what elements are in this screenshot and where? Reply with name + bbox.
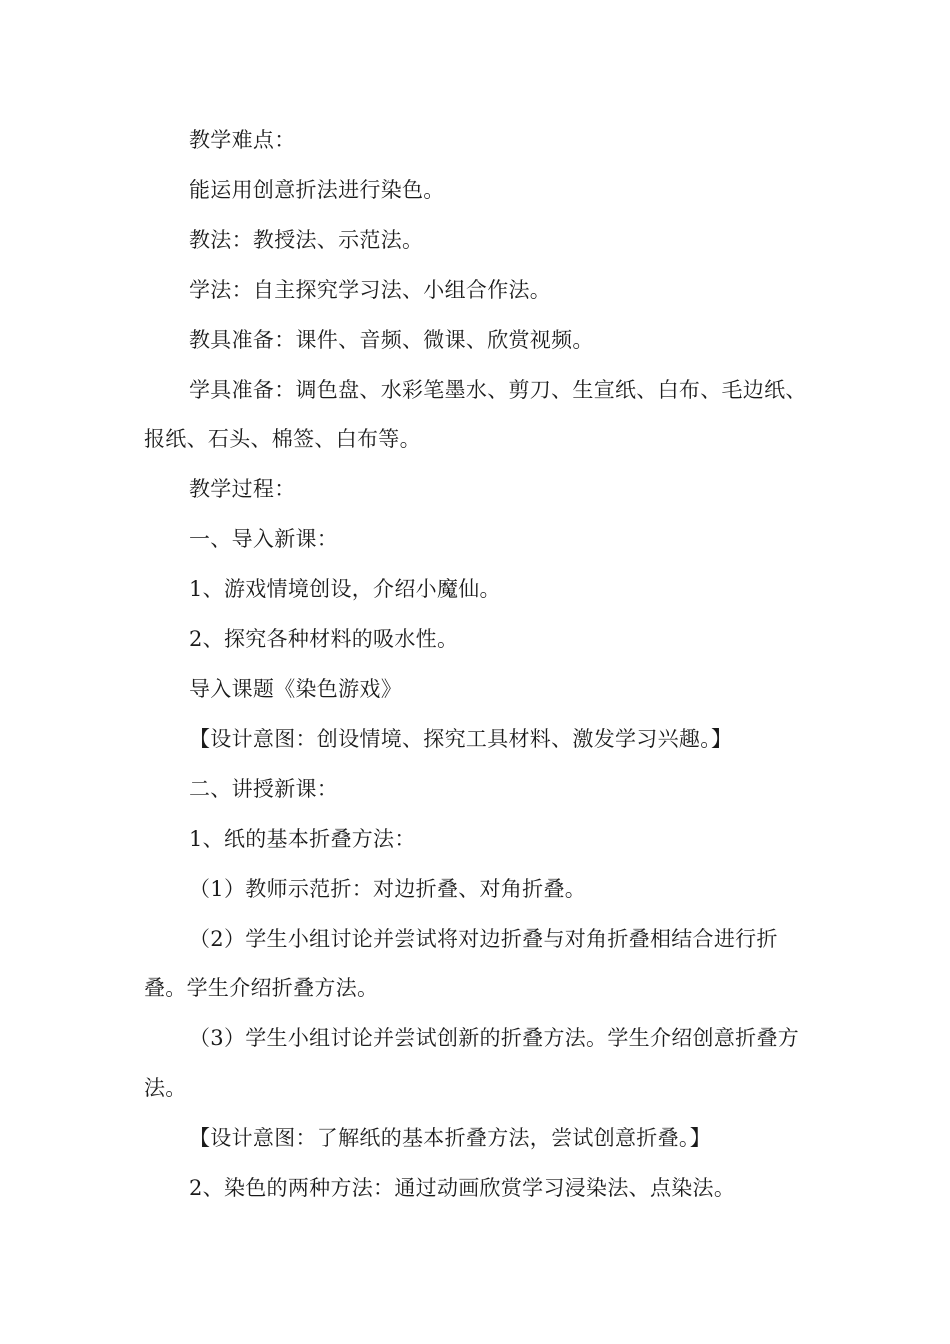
design-intent-1: 【设计意图：创设情境、探究工具材料、激发学习兴趣。】 [189,726,733,751]
section-two-item-2: 2、染色的两种方法：通过动画欣赏学习浸染法、点染法。 [189,1176,736,1201]
folding-step-3: （3）学生小组讨论并尝试创新的折叠方法。学生介绍创意折叠方法。 [144,1026,800,1101]
teaching-method: 教法：教授法、示范法。 [189,227,424,252]
section-one-item-1: 1、游戏情境创设，介绍小魔仙。 [189,577,501,602]
section-one-heading: 一、导入新课： [189,527,339,552]
section-one-item-2: 2、探究各种材料的吸水性。 [189,627,459,652]
folding-step-1: （1）教师示范折：对边折叠、对角折叠。 [189,876,587,901]
section-two-heading: 二、讲授新课： [189,776,339,801]
section-two-item-1: 1、纸的基本折叠方法： [189,826,416,851]
folding-step-2: （2）学生小组讨论并尝试将对边折叠与对角折叠相结合进行折叠。学生介绍折叠方法。 [144,926,778,1001]
difficulty-content: 能运用创意折法进行染色。 [189,177,445,202]
learning-method: 学法：自主探究学习法、小组合作法。 [189,277,552,302]
difficulty-heading: 教学难点： [189,128,296,152]
learning-tools: 学具准备：调色盘、水彩笔墨水、剪刀、生宣纸、白布、毛边纸、报纸、石头、棉签、白布等。 [144,377,807,452]
process-heading: 教学过程： [189,477,296,502]
lesson-topic: 导入课题《染色游戏》 [189,676,402,701]
teaching-aids: 教具准备：课件、音频、微课、欣赏视频。 [189,327,594,352]
document-body [144,116,810,1214]
design-intent-2: 【设计意图：了解纸的基本折叠方法，尝试创意折叠。】 [189,1126,711,1151]
